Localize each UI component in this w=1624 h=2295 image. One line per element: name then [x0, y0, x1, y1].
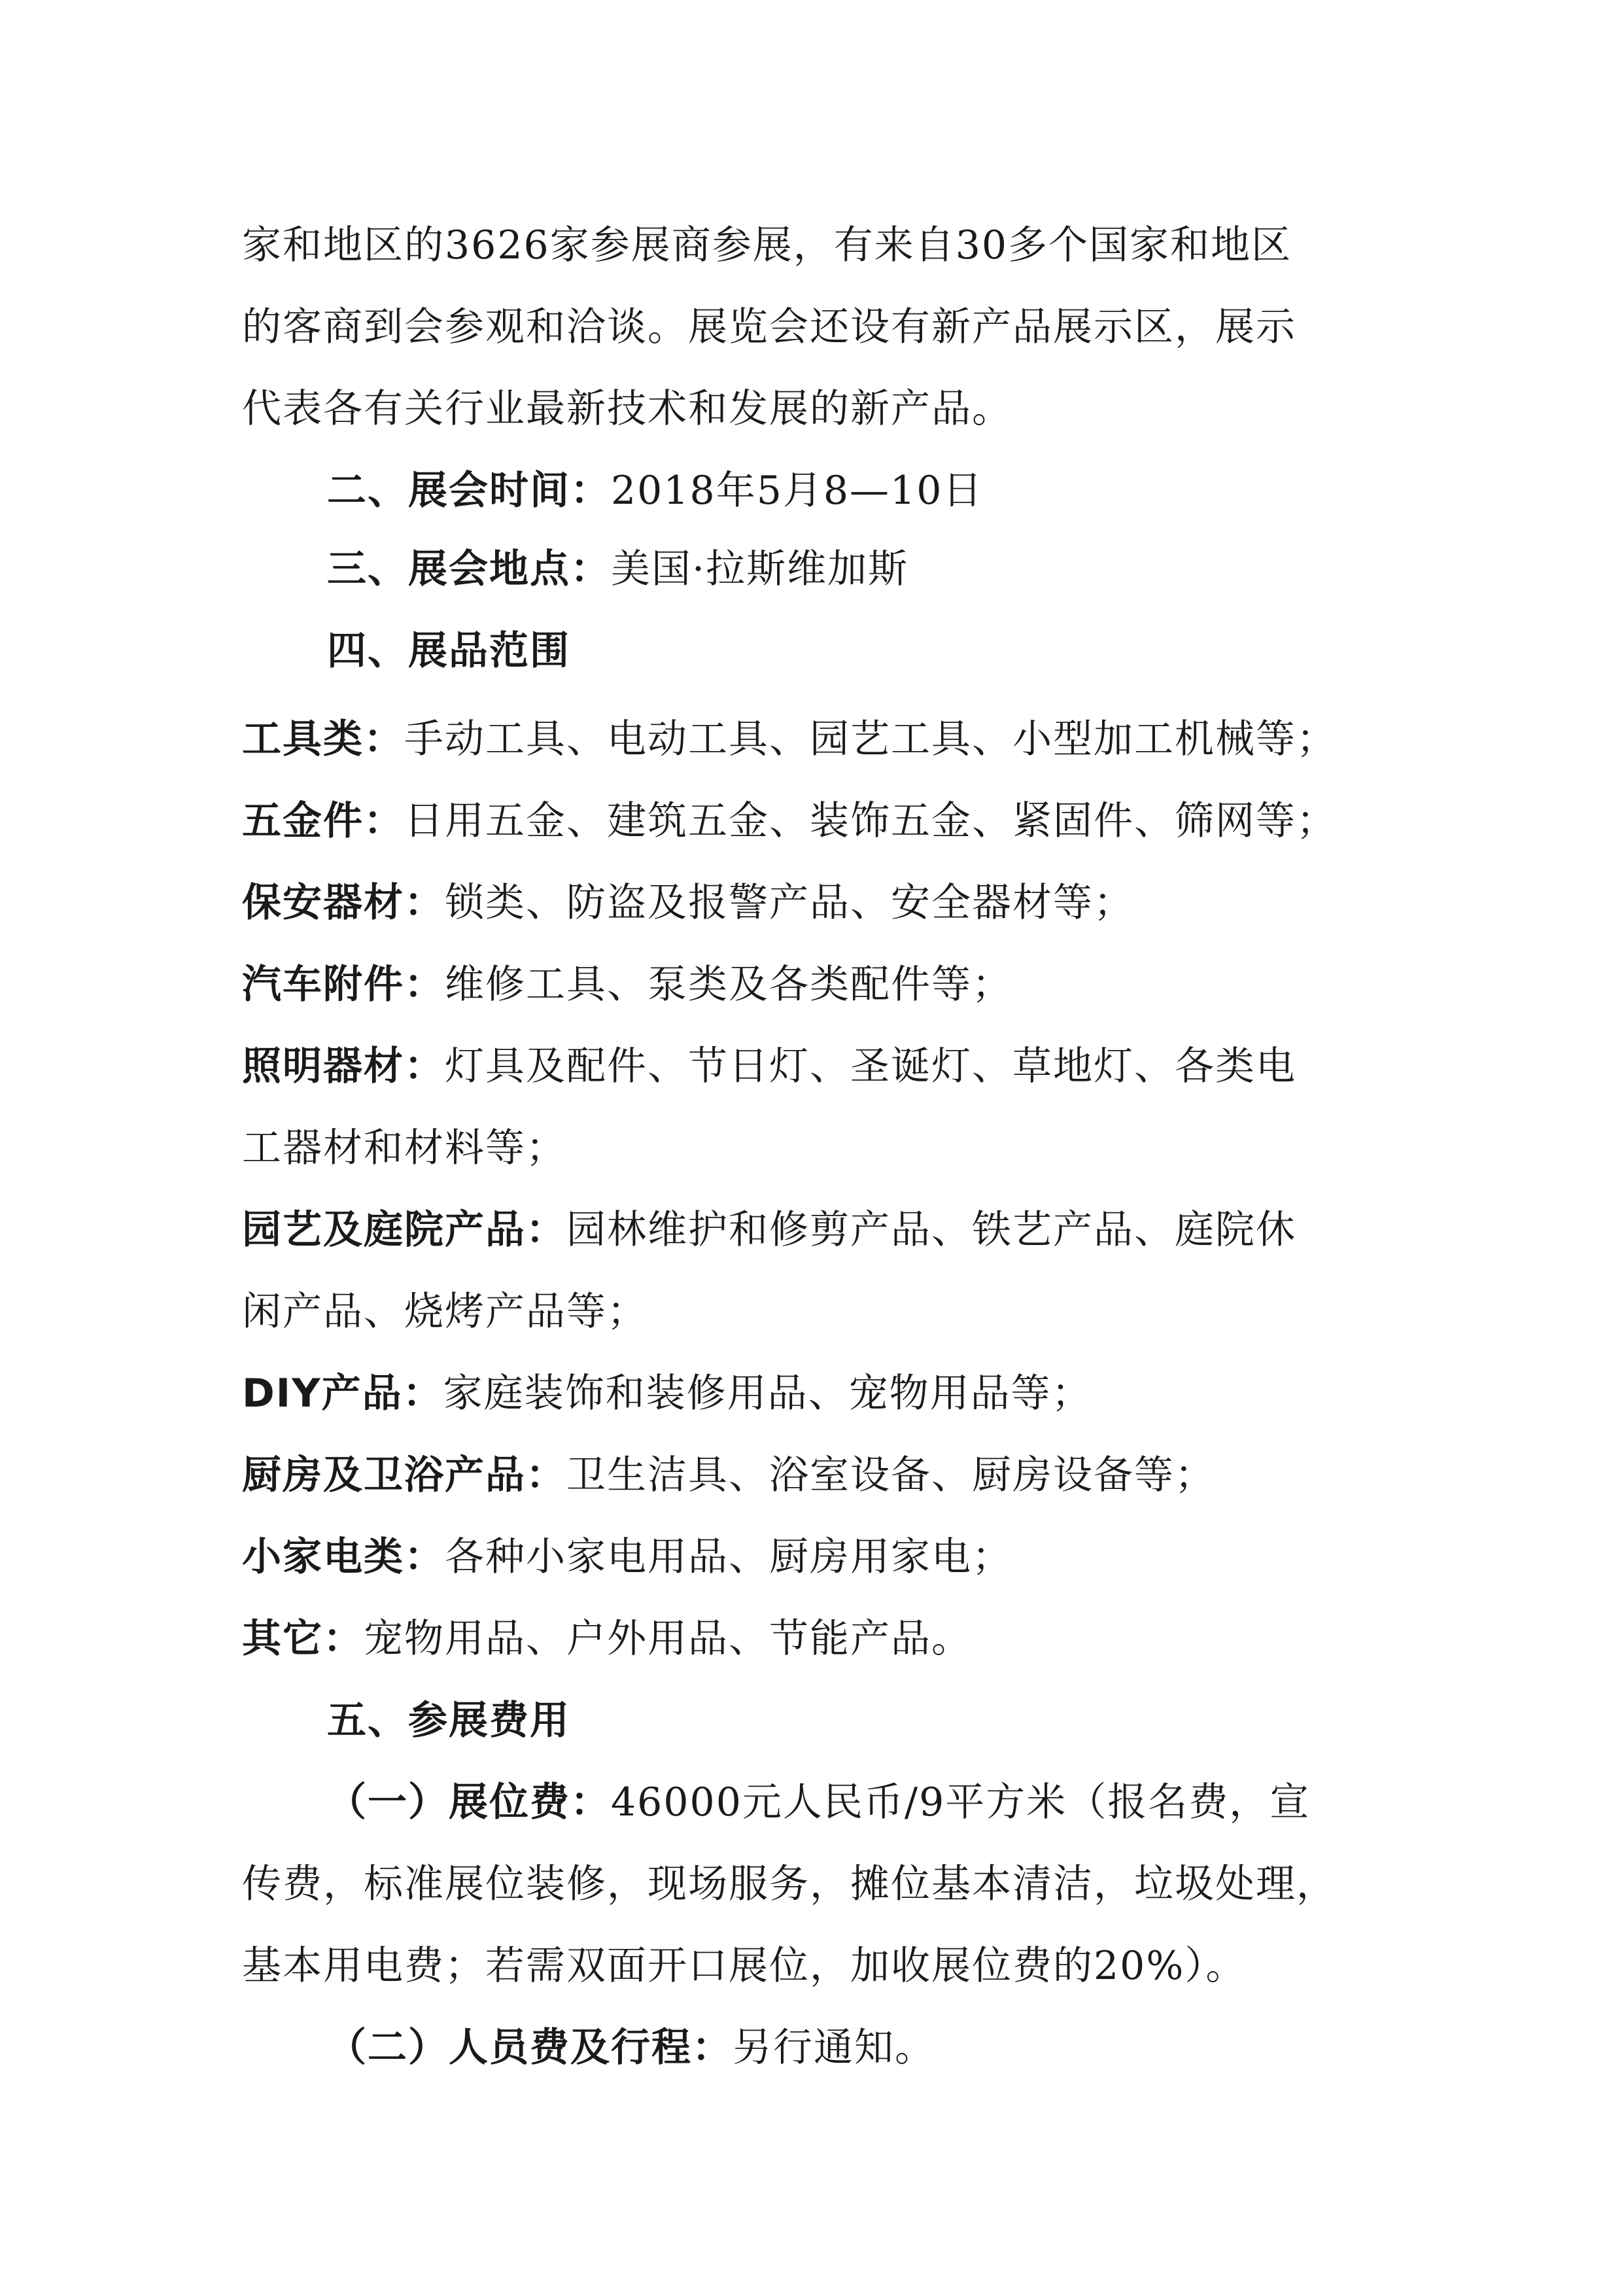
item-text: 锁类、防盗及报警产品、安全器材等； [445, 880, 1134, 926]
item-text: 日用五金、建筑五金、装饰五金、紧固件、筛网等； [404, 798, 1337, 844]
item-diy [242, 1367, 1367, 1420]
fee-label: （一）展位费： [327, 1779, 611, 1825]
intro-text-3: 代表各有关行业最新技术和发展的新产品。 [242, 386, 1012, 432]
item-lighting-cont [242, 1122, 1367, 1174]
item-tools [242, 713, 1367, 765]
fee-booth-cont-2 [242, 1940, 1367, 1992]
fee-booth [327, 1776, 1452, 1829]
item-text: 宠物用品、户外用品、节能产品。 [364, 1616, 972, 1662]
item-label: 其它： [242, 1616, 364, 1662]
section-product-scope [327, 625, 1452, 677]
section-text: 2018年5月8—10日 [611, 468, 984, 514]
section-heading: 五、参展费用 [327, 1698, 570, 1743]
item-label: 保安器材： [242, 880, 445, 926]
fee-text: 基本用电费；若需双面开口展位，加收展位费的20%）。 [242, 1943, 1247, 1989]
item-label: 小家电类： [242, 1534, 445, 1580]
fee-text: 另行通知。 [733, 2025, 935, 2071]
item-text: 各种小家电用品、厨房用家电； [445, 1534, 1012, 1580]
intro-text-1: 家和地区的3626家参展商参展，有来自30多个国家和地区 [242, 222, 1292, 268]
fee-label: （二）人员费及行程： [327, 2025, 733, 2071]
item-text: 工器材和材料等； [242, 1125, 566, 1171]
item-lighting [242, 1040, 1367, 1093]
item-label: 厨房及卫浴产品： [242, 1452, 566, 1498]
fee-booth-cont-1 [242, 1858, 1367, 1910]
section-heading: 二、展会时间： [327, 468, 611, 514]
item-text: 卫生洁具、浴室设备、厨房设备等； [566, 1452, 1215, 1498]
intro-line-2 [242, 301, 1367, 353]
item-kitchen [242, 1449, 1367, 1501]
item-text: 闲产品、烧烤产品等； [242, 1289, 648, 1335]
item-label: DIY产品： [242, 1371, 443, 1416]
fee-text: 传费，标准展位装修，现场服务，摊位基本清洁，垃圾处理， [242, 1861, 1337, 1907]
item-other [242, 1613, 1367, 1665]
item-garden [242, 1204, 1367, 1256]
item-appliance [242, 1531, 1367, 1583]
fee-staff [327, 2022, 1452, 2074]
section-exhibition-time [327, 464, 1452, 517]
section-exhibition-venue [327, 543, 1452, 595]
fee-text: 46000元人民币/9平方米（报名费，宣 [611, 1779, 1311, 1825]
intro-line-1 [242, 219, 1367, 272]
section-heading: 三、展会地点： [327, 546, 611, 592]
item-text: 维修工具、泵类及各类配件等； [445, 962, 1012, 1007]
item-text: 灯具及配件、节日灯、圣诞灯、草地灯、各类电 [445, 1043, 1296, 1089]
item-text: 手动工具、电动工具、园艺工具、小型加工机械等； [404, 716, 1337, 762]
item-label: 园艺及庭院产品： [242, 1207, 566, 1253]
item-label: 照明器材： [242, 1043, 445, 1089]
item-label: 五金件： [242, 798, 404, 844]
intro-line-3 [242, 383, 1367, 435]
section-text: 美国·拉斯维加斯 [611, 546, 909, 592]
section-heading: 四、展品范围 [327, 628, 570, 674]
item-auto [242, 958, 1367, 1011]
item-hardware [242, 795, 1367, 847]
item-security [242, 877, 1367, 929]
section-fees [327, 1694, 1452, 1747]
intro-text-2: 的客商到会参观和洽谈。展览会还设有新产品展示区，展示 [242, 304, 1296, 350]
item-label: 汽车附件： [242, 962, 445, 1007]
item-text: 家庭装饰和装修用品、宠物用品等； [443, 1371, 1092, 1416]
item-garden-cont [242, 1286, 1367, 1338]
item-label: 工具类： [242, 716, 404, 762]
item-text: 园林维护和修剪产品、铁艺产品、庭院休 [566, 1207, 1296, 1253]
